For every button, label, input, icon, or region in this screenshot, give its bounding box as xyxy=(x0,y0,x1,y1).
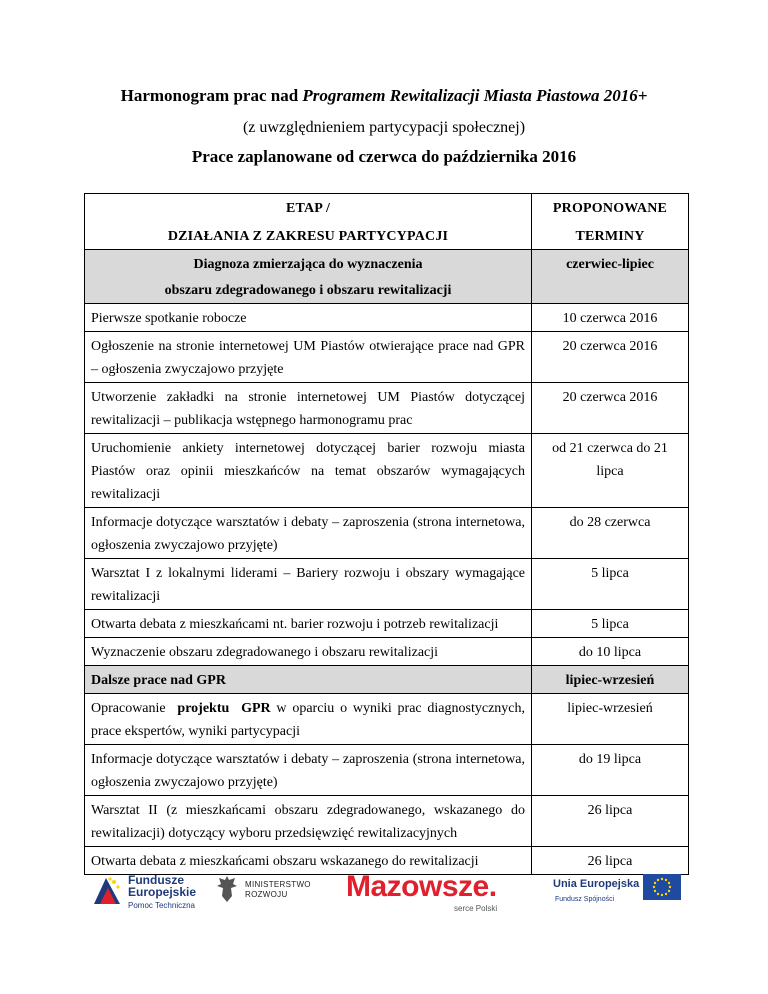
footer-logos xyxy=(0,868,768,928)
eu-flag-icon xyxy=(643,874,681,900)
row-text: Otwarta debata z mieszkańcami obszaru wskazanego do rewitalizacji xyxy=(85,847,532,875)
row-date: do 28 czerwca xyxy=(532,508,689,559)
row-text: Informacje dotyczące warsztatów i debaty – zaproszenia (strona internetowa, ogłoszenia zwyczajowo przyjęte) xyxy=(85,745,532,796)
section-row-gpr xyxy=(85,666,689,694)
gpr-rows xyxy=(85,745,689,875)
table-row xyxy=(85,694,689,745)
section-date: lipiec-wrzesień xyxy=(532,666,689,694)
period-heading: Prace zaplanowane od czerwca do października 2016 xyxy=(191,147,577,166)
row-text: Informacje dotyczące warsztatów i debaty – zaproszenia (strona internetowa, ogłoszenia zwyczajowo przyjęte) xyxy=(85,508,532,559)
document-subtitle: (z uwzględnieniem partycypacji społecznej) xyxy=(242,119,526,136)
row-date: do 10 lipca xyxy=(532,638,689,666)
section-title: Dalsze prace nad GPR xyxy=(85,666,532,694)
row-text: Uruchomienie ankiety internetowej dotyczącej barier rozwoju miasta Piastów oraz opinii mieszkańców na temat obszarów wymagających rewitalizacji xyxy=(85,434,532,508)
row-text: Otwarta debata z mieszkańcami nt. barier rozwoju i potrzeb rewitalizacji xyxy=(85,610,532,638)
table-row xyxy=(85,508,689,559)
eagle-icon xyxy=(215,874,239,904)
row-text: Utworzenie zakładki na stronie internetowej UM Piastów dotyczącej rewitalizacji – publikacja wstępnego harmonogramu prac xyxy=(85,383,532,434)
row-date: 26 lipca xyxy=(532,796,689,847)
row-text: Opracowanie projektu GPR w oparciu o wyniki prac diagnostycznych, prace ekspertów, wyniki partycypacji xyxy=(85,694,532,745)
section-date: czerwiec-lipiec xyxy=(532,250,689,304)
document-title: Harmonogram prac nad Programem Rewitalizacji Miasta Piastowa 2016+ xyxy=(120,86,648,105)
row-date: do 19 lipca xyxy=(532,745,689,796)
dates-column-header: PROPONOWANE TERMINY xyxy=(532,194,689,250)
row-text: Warsztat I z lokalnymi liderami – Bariery rozwoju i obszary wymagające rewitalizacji xyxy=(85,559,532,610)
table-row xyxy=(85,638,689,666)
row-date: od 21 czerwca do 21 lipca xyxy=(532,434,689,508)
table-row xyxy=(85,383,689,434)
section-title: Diagnoza zmierzająca do wyznaczenia obszaru zdegradowanego i obszaru rewitalizacji xyxy=(85,250,532,304)
table-row xyxy=(85,304,689,332)
table-header-row xyxy=(85,194,689,250)
schedule-table xyxy=(84,193,689,875)
table-row xyxy=(85,434,689,508)
row-text: Ogłoszenie na stronie internetowej UM Piastów otwierające prace nad GPR – ogłoszenia zwyczajowo przyjęte xyxy=(85,332,532,383)
table-row xyxy=(85,559,689,610)
row-date: 26 lipca xyxy=(532,847,689,875)
fundusze-europejskie-logo: Fundusze Europejskie Pomoc Techniczna xyxy=(90,868,210,924)
mazowsze-logo: Mazowsze. serce Polski xyxy=(346,870,498,913)
row-text: Wyznaczenie obszaru zdegradowanego i obszaru rewitalizacji xyxy=(85,638,532,666)
row-date: 5 lipca xyxy=(532,559,689,610)
program-name: Programem Rewitalizacji Miasta Piastowa 2016+ xyxy=(302,86,648,105)
row-date: 10 czerwca 2016 xyxy=(532,304,689,332)
stage-column-header: ETAP / DZIAŁANIA Z ZAKRESU PARTYCYPACJI xyxy=(85,194,532,250)
row-text: Warsztat II (z mieszkańcami obszaru zdegradowanego, wskazanego do rewitalizacji) dotyczący wyboru przedsięwzięć rewitalizacyjnych xyxy=(85,796,532,847)
table-row xyxy=(85,745,689,796)
table-row xyxy=(85,796,689,847)
table-row xyxy=(85,332,689,383)
diagnosis-rows xyxy=(85,304,689,666)
row-date: 20 czerwca 2016 xyxy=(532,332,689,383)
row-date: 20 czerwca 2016 xyxy=(532,383,689,434)
row-text: Pierwsze spotkanie robocze xyxy=(85,304,532,332)
row-date: lipiec-wrzesień xyxy=(532,694,689,745)
table-row xyxy=(85,610,689,638)
section-row-diagnosis xyxy=(85,250,689,304)
unia-europejska-logo: Unia Europejska Fundusz Spójności xyxy=(553,874,683,918)
fundusze-europejskie-icon xyxy=(90,874,124,908)
ministerstwo-rozwoju-logo: MINISTERSTWO ROZWOJU xyxy=(215,874,325,914)
row-date: 5 lipca xyxy=(532,610,689,638)
